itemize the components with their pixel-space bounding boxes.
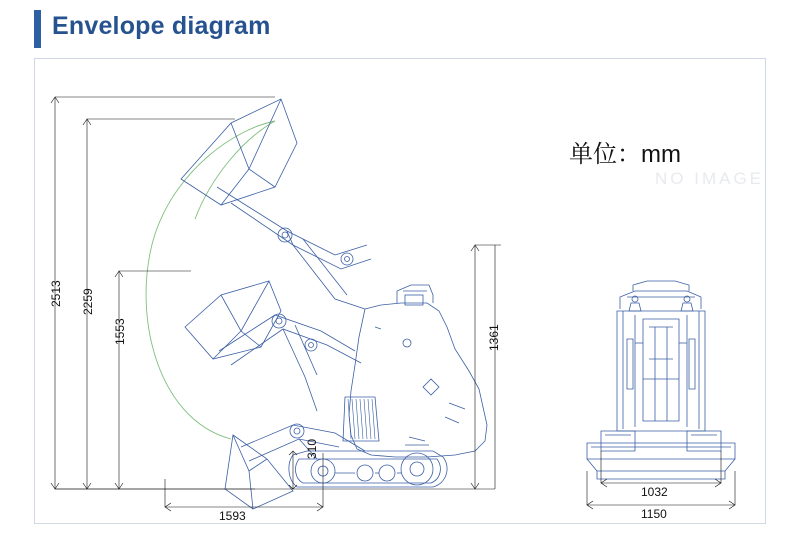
page-title: Envelope diagram — [52, 12, 271, 40]
dim-height-hinge: 2259 — [81, 288, 95, 315]
title-accent-bar — [34, 10, 41, 48]
unit-label: 单位：mm — [569, 141, 681, 168]
page-header — [0, 0, 800, 58]
dim-ground-clearance: 310 — [305, 438, 319, 459]
dim-height-machine: 1361 — [487, 324, 501, 351]
dim-height-max: 2513 — [49, 280, 63, 307]
dim-overall-width: 1150 — [641, 507, 667, 521]
engineering-drawing — [35, 59, 767, 525]
dim-reach-length: 1593 — [219, 509, 246, 523]
dim-track-gauge: 1032 — [641, 485, 668, 499]
watermark-text: NO IMAGE — [655, 169, 765, 188]
dim-height-dump: 1553 — [113, 318, 127, 345]
drawing-frame — [34, 58, 766, 524]
